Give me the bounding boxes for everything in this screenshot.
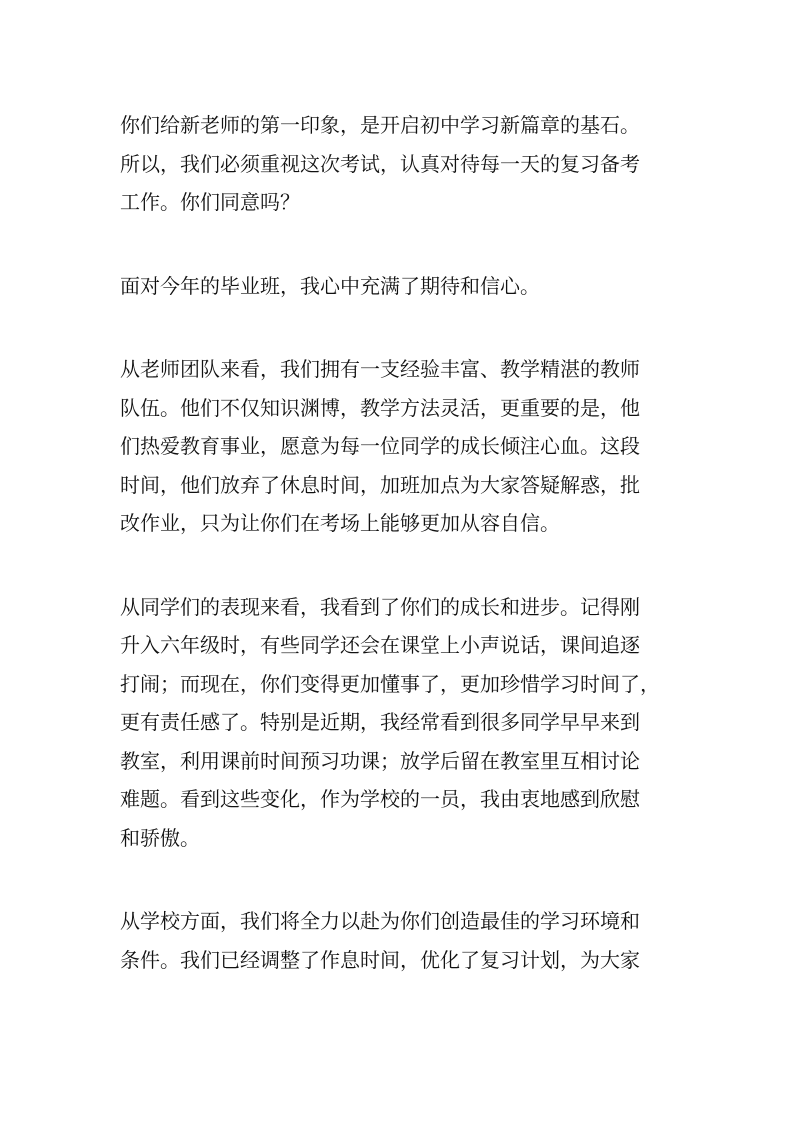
paragraph-student-growth bbox=[120, 588, 690, 858]
text-line: 打闹；而现在，你们变得更加懂事了，更加珍惜学习时间了， bbox=[120, 671, 660, 696]
paragraph-graduating-class bbox=[120, 267, 690, 306]
paragraph-teacher-team bbox=[120, 350, 690, 543]
document-body bbox=[120, 106, 690, 1024]
text-line: 教室，利用课前时间预习功课；放学后留在教室里互相讨论 bbox=[120, 748, 640, 773]
text-line: 工作。你们同意吗？ bbox=[120, 190, 300, 214]
text-line: 条件。我们已经调整了作息时间，优化了复习计划，为大家 bbox=[120, 947, 640, 972]
text-line: 升入六年级时，有些同学还会在课堂上小声说话，课间追逐 bbox=[120, 633, 640, 657]
text-line: 所以，我们必须重视这次考试，认真对待每一天的复习备考 bbox=[120, 151, 640, 176]
text-line: 面对今年的毕业班，我心中充满了期待和信心。 bbox=[120, 273, 540, 298]
paragraph-first-impression bbox=[120, 106, 690, 222]
text-line: 更有责任感了。特别是近期，我经常看到很多同学早早来到 bbox=[120, 710, 640, 734]
text-line: 难题。看到这些变化，作为学校的一员，我由衷地感到欣慰 bbox=[120, 787, 640, 811]
text-line: 和骄傲。 bbox=[120, 825, 200, 850]
text-line: 改作业，只为让你们在考场上能够更加从容自信。 bbox=[120, 511, 560, 535]
text-line: 队伍。他们不仅知识渊博，教学方法灵活，更重要的是，他 bbox=[120, 395, 640, 420]
text-line: 从同学们的表现来看，我看到了你们的成长和进步。记得刚 bbox=[120, 594, 640, 619]
text-line: 们热爱教育事业，愿意为每一位同学的成长倾注心血。这段 bbox=[120, 434, 640, 458]
text-line: 从学校方面，我们将全力以赴为你们创造最佳的学习环境和 bbox=[120, 909, 640, 933]
text-line: 时间，他们放弃了休息时间，加班加点为大家答疑解惑，批 bbox=[120, 472, 640, 497]
text-line: 从老师团队来看，我们拥有一支经验丰富、教学精湛的教师 bbox=[120, 357, 640, 381]
text-line: 你们给新老师的第一印象，是开启初中学习新篇章的基石。 bbox=[120, 113, 640, 137]
paragraph-school-support bbox=[120, 902, 690, 979]
